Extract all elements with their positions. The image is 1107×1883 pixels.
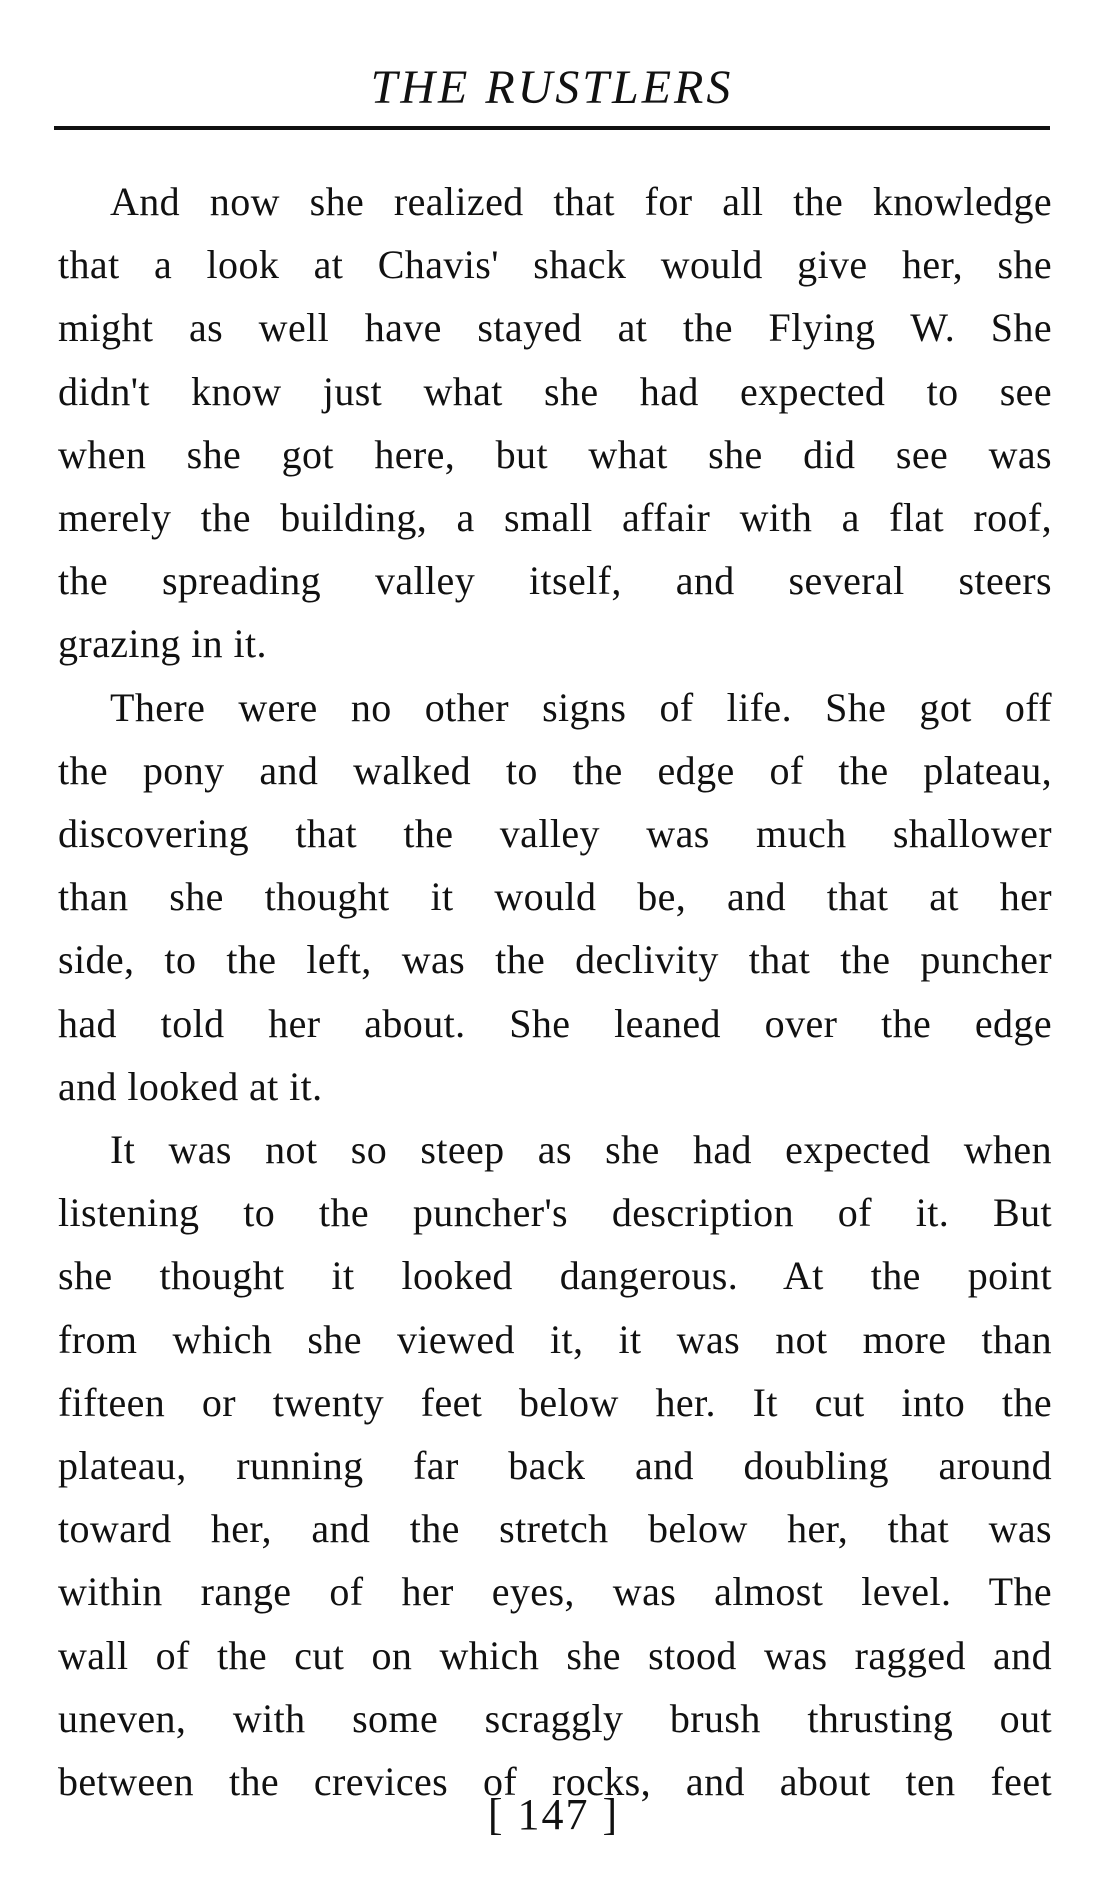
text-line: And now she realized that for all the knowledge	[110, 179, 1052, 224]
text-line: that a look at Chavis' shack would give her, she	[58, 242, 1052, 288]
text-line: didn't know just what she had expected to see	[58, 368, 1052, 414]
text-line: and looked at it.	[58, 1063, 323, 1109]
text-line: It was not so steep as she had expected when	[110, 1127, 1052, 1173]
text-line: fifteen or twenty feet below her. It cut into the	[58, 1379, 1052, 1425]
text-line: grazing in it.	[58, 621, 267, 667]
text-line: There were no other signs of life. She got off	[110, 684, 1052, 730]
text-line: within range of her eyes, was almost level. The	[58, 1569, 1052, 1615]
text-line: might as well have stayed at the Flying W. She	[58, 305, 1052, 351]
text-line: wall of the cut on which she stood was ragged and	[58, 1632, 1052, 1678]
text-line: discovering that the valley was much shallower	[58, 811, 1052, 857]
page-number: [ 147 ]	[487, 1790, 620, 1839]
text-line: she thought it looked dangerous. At the point	[58, 1253, 1052, 1299]
text-line: than she thought it would be, and that at her	[58, 874, 1052, 920]
text-line: toward her, and the stretch below her, that was	[58, 1506, 1052, 1552]
running-head: THE RUSTLERS	[370, 61, 734, 114]
paragraph	[58, 1118, 1052, 1813]
text-line: the pony and walked to the edge of the plateau,	[58, 747, 1052, 793]
paragraph	[58, 676, 1052, 1118]
body-text	[58, 170, 1052, 1813]
text-line: listening to the puncher's description of it. But	[58, 1190, 1052, 1236]
text-line: from which she viewed it, it was not more than	[58, 1316, 1052, 1362]
header-rule	[54, 126, 1050, 130]
text-line: between the crevices of rocks, and about ten feet	[58, 1759, 1052, 1805]
text-line: merely the building, a small affair with a flat roof,	[58, 495, 1052, 541]
text-line: when she got here, but what she did see was	[58, 431, 1052, 477]
text-line: plateau, running far back and doubling around	[58, 1443, 1052, 1489]
text-line: had told her about. She leaned over the edge	[58, 1000, 1052, 1046]
text-line: side, to the left, was the declivity that the puncher	[58, 937, 1052, 983]
text-line: the spreading valley itself, and several steers	[58, 558, 1052, 604]
text-line: uneven, with some scraggly brush thrusting out	[58, 1695, 1052, 1741]
paragraph	[58, 170, 1052, 676]
